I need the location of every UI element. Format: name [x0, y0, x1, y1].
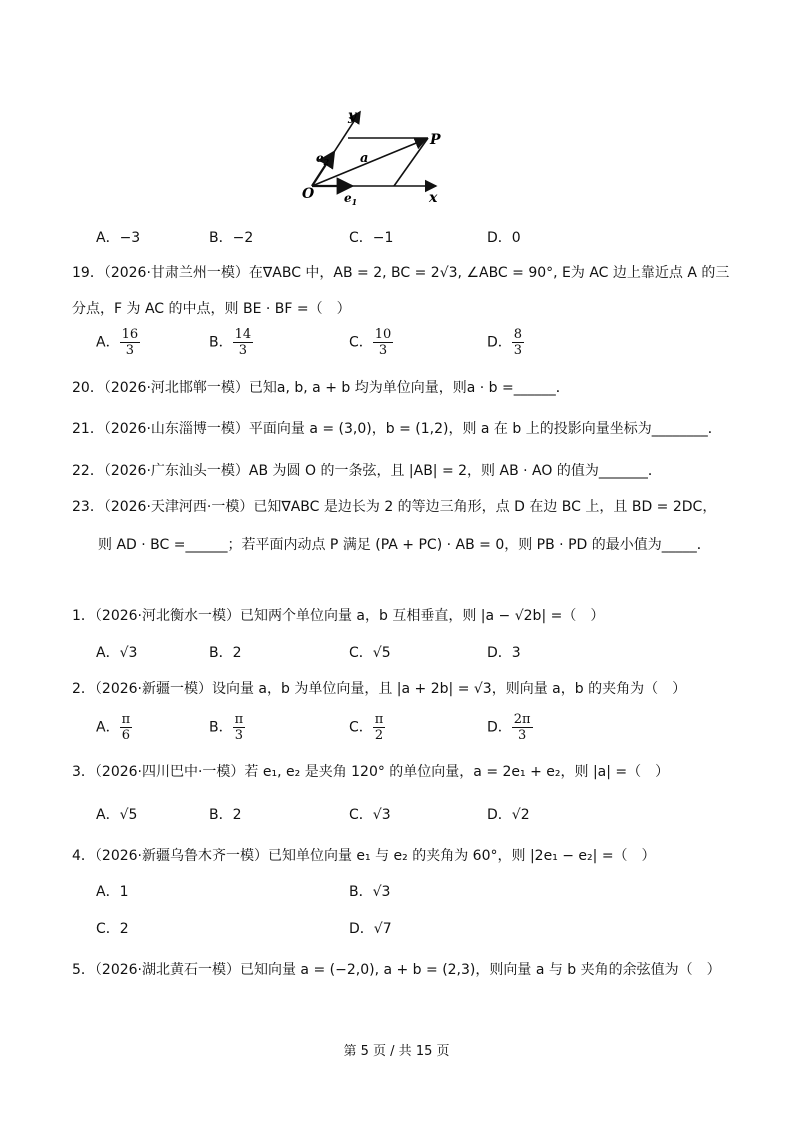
- q21-text: 21．（2026·山东淄博一模）平面向量 a = (3,0)，b = (1,2)，则 a 在 b 上的投影向量坐标为________．: [72, 421, 722, 437]
- p1-option-c: C．√5: [349, 645, 391, 661]
- q18-option-d: D．0: [487, 230, 521, 246]
- q18-option-b: B．−2: [209, 230, 254, 246]
- label-e2: $e_2$: [316, 151, 330, 167]
- label-x: x: [429, 190, 438, 206]
- q19-option-d: D． $\frac{8}{3}$: [487, 327, 523, 358]
- q20-text: 20．（2026·河北邯郸一模）已知a, b, a + b 均为单位向量，则a · b =______．: [72, 380, 570, 396]
- p2-text: 2．（2026·新疆一模）设向量 a，b 为单位向量，且 |a + 2b| = √3，则向量 a，b 的夹角为（ ）: [72, 681, 687, 697]
- vector-figure: [290, 104, 460, 208]
- label-P: P: [430, 132, 441, 148]
- p4-option-a: A．1: [96, 884, 129, 900]
- p3-option-a: A．√5: [96, 807, 138, 823]
- p3-option-c: C．√3: [349, 807, 391, 823]
- label-e1: $e_1$: [344, 191, 358, 207]
- q22-text: 22．（2026·广东汕头一模）AB 为圆 O 的一条弦，且 |AB| = 2，则 AB · AO 的值为_______．: [72, 463, 662, 479]
- p3-option-d: D．√2: [487, 807, 530, 823]
- q19-option-a: A． $\frac{16}{3}$: [96, 327, 139, 358]
- q19-option-b: B． $\frac{14}{3}$: [209, 327, 252, 358]
- label-y: y: [348, 108, 357, 124]
- q19-option-c: C． $\frac{10}{3}$: [349, 327, 392, 358]
- p1-option-b: B．2: [209, 645, 242, 661]
- p3-option-b: B．2: [209, 807, 242, 823]
- p2-option-b: B． $\frac{\pi}{3}$: [209, 712, 244, 743]
- p1-option-a: A．√3: [96, 645, 138, 661]
- p4-option-b: B．√3: [349, 884, 391, 900]
- p4-option-c: C．2: [96, 921, 129, 937]
- p3-text: 3．（2026·四川巴中·一模）若 e₁, e₂ 是夹角 120° 的单位向量，a = 2e₁ + e₂，则 |a| =（ ）: [72, 764, 670, 780]
- q18-option-a: A．−3: [96, 230, 141, 246]
- q19-line-2: 分点，F 为 AC 的中点，则 BE · BF =（ ）: [72, 301, 351, 317]
- label-O: O: [302, 186, 315, 202]
- p1-text: 1．（2026·河北衡水一模）已知两个单位向量 a，b 互相垂直，则 |a − √2b| =（ ）: [72, 608, 605, 624]
- p1-option-d: D．3: [487, 645, 521, 661]
- page-footer: 第 5 页 / 共 15 页: [343, 1044, 450, 1059]
- p2-option-a: A． $\frac{\pi}{6}$: [96, 712, 131, 743]
- q23-line-2: 则 AD · BC =______；若平面内动点 P 满足 (PA + PC) · AB = 0，则 PB · PD 的最小值为_____．: [98, 537, 711, 553]
- q19-line-1: 19．（2026·甘肃兰州一模）在∇ABC 中，AB = 2, BC = 2√3, ∠ABC = 90°, E为 AC 边上靠近点 A 的三: [72, 265, 730, 281]
- p4-option-d: D．√7: [349, 921, 392, 937]
- p2-option-d: D． $\frac{2\pi}{3}$: [487, 712, 531, 743]
- q23-line-1: 23．（2026·天津河西·一模）已知∇ABC 是边长为 2 的等边三角形，点 D 在边 BC 上，且 BD = 2DC，: [72, 499, 717, 515]
- q18-option-c: C．−1: [349, 230, 394, 246]
- p4-text: 4．（2026·新疆乌鲁木齐一模）已知单位向量 e₁ 与 e₂ 的夹角为 60°，则 |2e₁ − e₂| =（ ）: [72, 848, 656, 864]
- p2-option-c: C． $\frac{\pi}{2}$: [349, 712, 384, 743]
- p5-text: 5．（2026·湖北黄石一模）已知向量 a = (−2,0), a + b = (2,3)，则向量 a 与 b 夹角的余弦值为（ ）: [72, 962, 721, 978]
- label-a: a: [360, 151, 369, 166]
